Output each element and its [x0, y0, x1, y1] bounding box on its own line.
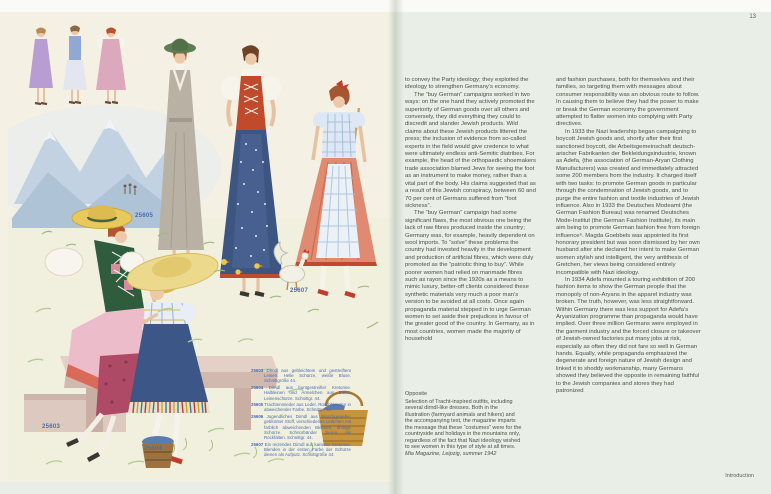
page-number: 13 [749, 14, 756, 20]
paragraph: 25606 Jugendliches Dirndl aus Waschgewebe, geblümter Stoff, verschiedenes Leibchen mit farblich abweichenden Blenden, drollige Schürze. Schnürbänder zieren die Rockfalten. Schnittgr. 44. [251, 414, 351, 440]
paragraph: The “buy German” campaign had some significant flaws, the most obvious one being the lack of raw fibres produced inside the country; Germany was, for example, heavily dependent on wool imports. To “solve” these problems the country had invested heavily in the development and production of artificial fibres, which were duly promoted as the “patriotic thing to buy”. While poorer women had relied on manmade fibres such as rayon since the 1920s as a means to mimic luxury, better-off clients considered these synthetic materials very much a poor man’s version to be avoided at all costs. Once again propaganda material stepped in to urge German women to set aside their prejudices in favour of the greater good of the country. In Germany, as in most countries, women made the majority of household [405, 210, 535, 343]
pattern-number-label: 25603 [42, 424, 61, 430]
catalog-descriptions [251, 368, 351, 459]
text-column-1 [405, 77, 536, 344]
image-caption [405, 391, 523, 457]
page-top-margin [0, 0, 771, 12]
paragraph: 25604 Dirndl aus buntgestreifter Kretonne. Halbleinen und Ärmelchen aus Batist. Leinenschürze. Schnittgr. 44. [251, 385, 351, 401]
paragraph: 25605 Trachtenmieder aus Leder. Rüschblenden in abweichender Farbe. Schnittgr. 44. [251, 402, 351, 413]
paragraph: 25603 Dirndl aus gebleichtem und gestreiftem Leinen. Helle Schürze, weiße Bluse. Schnittgröße 44. [251, 368, 351, 384]
caption-body: Selection of Tracht-inspired outfits, including several dirndl-like dresses. Both in the illustration (farmyard animals and hikers) and the accompanying text, the magazine imparts the message that these “costumes” were for the countryside and holidays in the mountains only, regardless of the fact that Nazi ideology wished to see women in this type of style at all times. [405, 398, 522, 450]
paragraph: and fashion purchases, both for themselves and their families, so targeting them with messages about consumer responsibility was an obvious route to follow. In causing them to believe they had the power to make or break the German economy the government attempted to flatter women into complying with Party directives. [556, 77, 700, 128]
pattern-number-label: 25605 [135, 213, 154, 219]
small-basket [142, 436, 174, 468]
section-footer: Introduction [725, 473, 754, 479]
text-column-2 [556, 77, 701, 395]
pattern-number-label: 25607 [290, 288, 309, 294]
paragraph: In 1933 the Nazi leadership began campaigning to boycott Jewish goods and, shortly after their first sanctioned boycott, die Arbeitsgemeinschaft deutsch-arischer Fabrikanten der Bekleidungsindustrie, known as Adefa, (the association of German-Aryan Clothing Manufacturers) was created and immediately attracted some 200 members from the industry. It charged itself with two tasks: to promote German goods in particular through the condemnation of Jewish goods, and to purge the entire fashion and textile industries of Jewish influence. Also in 1933 the Deutsches Modeamt (the German Fashion Bureau) was renamed Deutsches Mode-Institut (the German Fashion Institute), its main aim being to promote German fashion free from foreign influence⁶. Magda Goebbels was appointed its first honorary president but was soon dismissed by her own husband after she declared her intent to make German women stylish and intelligent, the very antithesis of Gretchen, her views being considered entirely incompatible with Nazi ideology. [556, 128, 700, 276]
paragraph: The “buy German” campaigns worked in two ways: on the one hand they actively promoted the superiority of German goods over all others and conversely, they did everything they could to discredit and slander Jewish products. Wild claims about these Jewish products littered the press; the inclusion of evidence from so-called experts in the field would give credence to what were ultimately endless anti-Semitic diatribes. For example, the head of the orthopaedic shoemakers trade association blamed Jews for seeing the foot as an instrument to make money, rather than a vital part of the body. His claims suggested that as a result of this Jewish conspiracy, between 60 and 70 per cent of Germans suffered from “foot sickness”. [405, 91, 536, 209]
paragraph: to convey the Party ideology; they exploited the ideology to strengthen Germany’s economy. [405, 77, 529, 91]
page-gutter [388, 0, 404, 494]
fashion-plate-page [0, 12, 392, 482]
paragraph: 25607 Ein reizendes Dirndl aus karierter Kretonne. Blenden in der ersten Farbe der Schürze dienen als Aufputz. Schnittgröße 44. [251, 441, 351, 458]
caption-heading: Opposite [405, 391, 428, 397]
pattern-number-label: 25604 [144, 446, 163, 452]
paragraph: In 1934 Adefa mounted a touring exhibition of 200 fashion items to show the German people that the monopoly of non-Aryans in the apparel industry was broken. The truth, however, was less straightforward. Within Germany there was less support for Adefa’s Aryanization programme than propaganda would have implied. Over three million Germans were employed in the garment industry and the forced closure or takeover of Jewish-owned factories put many jobs at risk, especially as often they did not fare so well in German hands. Equally, while propaganda emphasized the degenerate and foreign nature of Jewish design and linked it to shoddy workmanship, many Germans showed they believed the opposite in remaining faithful to the Jewish companies and stores they had patronized [556, 276, 701, 395]
caption-source: Mia Magazine, Leipzig, summer 1942 [405, 450, 497, 457]
